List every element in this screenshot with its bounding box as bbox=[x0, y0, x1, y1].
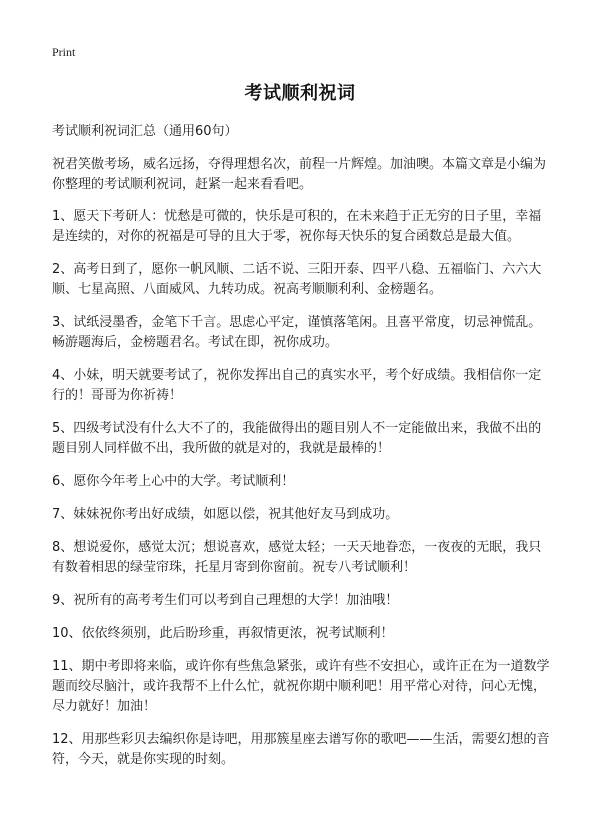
blessing-item-10: 10、依依终须别，此后盼珍重，再叙情更浓，祝考试顺利！ bbox=[52, 626, 394, 641]
blessing-item-2: 2、高考日到了，愿你一帆风顺、二话不说、三阳开泰、四平八稳、五福临门、六六大顺、七星高照、八面威风、九转功成。祝高考顺顺利利、金榜题名。 bbox=[52, 262, 542, 297]
blessing-item-12: 12、用那些彩贝去编织你是诗吧，用那簇星座去谱写你的歌吧——生活，需要幻想的音符，今天，就是你实现的时刻。 bbox=[52, 732, 550, 767]
blessing-item-8: 8、想说爱你，感觉太沉；想说喜欢，感觉太轻；一天天地眷恋，一夜夜的无眠，我只有数着相思的绿莹帘珠，托星月寄到你窗前。祝专八考试顺利！ bbox=[52, 540, 542, 575]
blessing-item-6: 6、愿你今年考上心中的大学。考试顺利！ bbox=[52, 474, 295, 489]
article-subtitle: 考试顺利祝词汇总（通用60句） bbox=[52, 124, 238, 139]
blessing-item-7: 7、妹妹祝你考出好成绩，如愿以偿，祝其他好友马到成功。 bbox=[52, 507, 399, 522]
article-intro: 祝君笑傲考场，威名远扬，夺得理想名次，前程一片辉煌。加油噢。本篇文章是小编为你整理的考试顺利祝词，赶紧一起来看看吧。 bbox=[52, 157, 547, 192]
print-label: Print bbox=[52, 45, 76, 59]
blessing-item-5: 5、四级考试没有什么大不了的，我能做得出的题目别人不一定能做出来，我做不出的题目别人同样做不出，我所做的就是对的，我就是最棒的！ bbox=[52, 421, 542, 456]
blessing-item-11: 11、期中考即将来临，或许你有些焦急紧张，或许有些不安担心，或许正在为一道数学题而绞尽脑汁，或许我帮不上什么忙，就祝你期中顺利吧！用平常心对待，问心无愧，尽力就好！加油！ bbox=[52, 659, 550, 714]
page-title: 考试顺利祝词 bbox=[244, 83, 356, 104]
article-body bbox=[52, 122, 552, 783]
blessing-item-3: 3、试纸浸墨香，金笔下千言。思虑心平定，谨慎落笔闲。且喜平常度，切忌神慌乱。畅游题海后，金榜题君名。考试在即，祝你成功。 bbox=[52, 315, 542, 350]
blessing-item-4: 4、小妹，明天就要考试了，祝你发挥出自己的真实水平，考个好成绩。我相信你一定行的！哥哥为你祈祷！ bbox=[52, 368, 542, 403]
blessing-item-1: 1、愿天下考研人：忧愁是可微的，快乐是可积的，在未来趋于正无穷的日子里，幸福是连续的，对你的祝福是可导的且大于零，祝你每天快乐的复合函数总是最大值。 bbox=[52, 209, 542, 244]
blessing-item-9: 9、祝所有的高考考生们可以考到自己理想的大学！加油哦！ bbox=[52, 593, 399, 608]
